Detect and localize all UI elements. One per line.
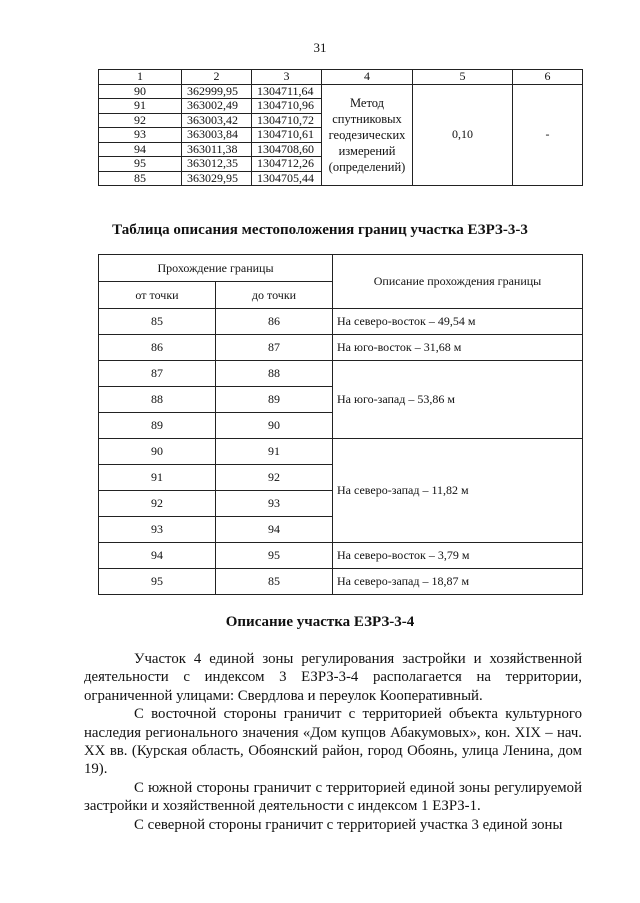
boundary-description: На северо-запад – 18,87 м bbox=[333, 569, 583, 595]
y-coordinate: 1304710,72 bbox=[252, 113, 322, 128]
paragraph: Участок 4 единой зоны регулирования застройки и хозяйственной деятельности с индексом 3 ЕЗРЗ-3-4 располагается на территории, ограниченной улицами: Свердлова и переулок Кооперативный. bbox=[84, 651, 582, 704]
table-row bbox=[99, 335, 583, 361]
from-point: 87 bbox=[99, 361, 216, 387]
y-coordinate: 1304710,96 bbox=[252, 99, 322, 114]
method-line: геодезических bbox=[328, 127, 406, 142]
to-point: 85 bbox=[216, 569, 333, 595]
to-point: 91 bbox=[216, 439, 333, 465]
accuracy-cell: 0,10 bbox=[413, 84, 513, 186]
page-number: 31 bbox=[313, 40, 327, 55]
x-coordinate: 363003,84 bbox=[182, 128, 252, 143]
point-number: 85 bbox=[99, 171, 182, 186]
from-point: 86 bbox=[99, 335, 216, 361]
to-point: 87 bbox=[216, 335, 333, 361]
x-coordinate: 363029,95 bbox=[182, 171, 252, 186]
table-row bbox=[99, 84, 583, 99]
table-row bbox=[99, 543, 583, 569]
to-point: 90 bbox=[216, 413, 333, 439]
point-number: 94 bbox=[99, 142, 182, 157]
y-coordinate: 1304705,44 bbox=[252, 171, 322, 186]
method-line: (определений) bbox=[328, 159, 406, 174]
method-line: спутниковых bbox=[332, 111, 402, 126]
to-point: 94 bbox=[216, 517, 333, 543]
coordinates-header-cell: 2 bbox=[182, 70, 252, 85]
table-row bbox=[99, 569, 583, 595]
method-line: Метод bbox=[349, 95, 385, 110]
coordinates-header-cell: 6 bbox=[513, 70, 583, 85]
from-point: 94 bbox=[99, 543, 216, 569]
boundary-description: На северо-восток – 49,54 м bbox=[333, 309, 583, 335]
point-number: 95 bbox=[99, 157, 182, 172]
boundary-table-title: Таблица описания местоположения границ участка ЕЗРЗ-3-3 bbox=[112, 222, 528, 238]
coordinates-header-cell: 4 bbox=[322, 70, 413, 85]
y-coordinate: 1304711,64 bbox=[252, 84, 322, 99]
x-coordinate: 363011,38 bbox=[182, 142, 252, 157]
from-point: 90 bbox=[99, 439, 216, 465]
y-coordinate: 1304708,60 bbox=[252, 142, 322, 157]
coordinates-header-cell: 1 bbox=[99, 70, 182, 85]
method-cell bbox=[322, 84, 413, 186]
y-coordinate: 1304712,26 bbox=[252, 157, 322, 172]
table-row bbox=[99, 361, 583, 387]
x-coordinate: 362999,95 bbox=[182, 84, 252, 99]
coordinates-header-cell: 3 bbox=[252, 70, 322, 85]
paragraph: С северной стороны граничит с территорией участка 3 единой зоны bbox=[134, 816, 563, 833]
header-group: Прохождение границы bbox=[99, 255, 333, 282]
point-number: 92 bbox=[99, 113, 182, 128]
point-number: 93 bbox=[99, 128, 182, 143]
method-line: измерений bbox=[338, 143, 396, 158]
point-number: 91 bbox=[99, 99, 182, 114]
paragraph: С южной стороны граничит с территорией единой зоны регулируемой застройки и хозяйственной деятельности с индексом 1 ЕЗРЗ-1. bbox=[84, 779, 582, 815]
column-6-cell: - bbox=[513, 84, 583, 186]
coordinates-header-cell: 5 bbox=[413, 70, 513, 85]
section-title: Описание участка ЕЗРЗ-3-4 bbox=[225, 614, 415, 630]
from-point: 88 bbox=[99, 387, 216, 413]
coordinates-header-row bbox=[99, 70, 583, 85]
boundary-description: На юго-восток – 31,68 м bbox=[333, 335, 583, 361]
from-point: 92 bbox=[99, 491, 216, 517]
from-point: 95 bbox=[99, 569, 216, 595]
paragraph: С восточной стороны граничит с территорией объекта культурного наследия регионального значения «Дом купцов Абакумовых», кон. XIX – нач. XX вв. (Курская область, Обоянский район, город Обоянь, улица Ленина, дом 19). bbox=[84, 706, 582, 778]
header-to-point: до точки bbox=[216, 282, 333, 309]
to-point: 88 bbox=[216, 361, 333, 387]
y-coordinate: 1304710,61 bbox=[252, 128, 322, 143]
table-row bbox=[99, 439, 583, 465]
to-point: 95 bbox=[216, 543, 333, 569]
x-coordinate: 363002,49 bbox=[182, 99, 252, 114]
header-from-point: от точки bbox=[99, 282, 216, 309]
from-point: 85 bbox=[99, 309, 216, 335]
to-point: 92 bbox=[216, 465, 333, 491]
boundary-table bbox=[98, 254, 583, 595]
point-number: 90 bbox=[99, 84, 182, 99]
to-point: 89 bbox=[216, 387, 333, 413]
to-point: 86 bbox=[216, 309, 333, 335]
to-point: 93 bbox=[216, 491, 333, 517]
boundary-header-row bbox=[99, 255, 583, 282]
coordinates-table bbox=[98, 69, 583, 186]
table-row bbox=[99, 309, 583, 335]
x-coordinate: 363012,35 bbox=[182, 157, 252, 172]
from-point: 93 bbox=[99, 517, 216, 543]
x-coordinate: 363003,42 bbox=[182, 113, 252, 128]
from-point: 91 bbox=[99, 465, 216, 491]
from-point: 89 bbox=[99, 413, 216, 439]
boundary-description: На северо-запад – 11,82 м bbox=[333, 439, 583, 543]
section-body bbox=[84, 650, 582, 834]
boundary-description: На северо-восток – 3,79 м bbox=[333, 543, 583, 569]
header-description: Описание прохождения границы bbox=[333, 255, 583, 309]
boundary-description: На юго-запад – 53,86 м bbox=[333, 361, 583, 439]
